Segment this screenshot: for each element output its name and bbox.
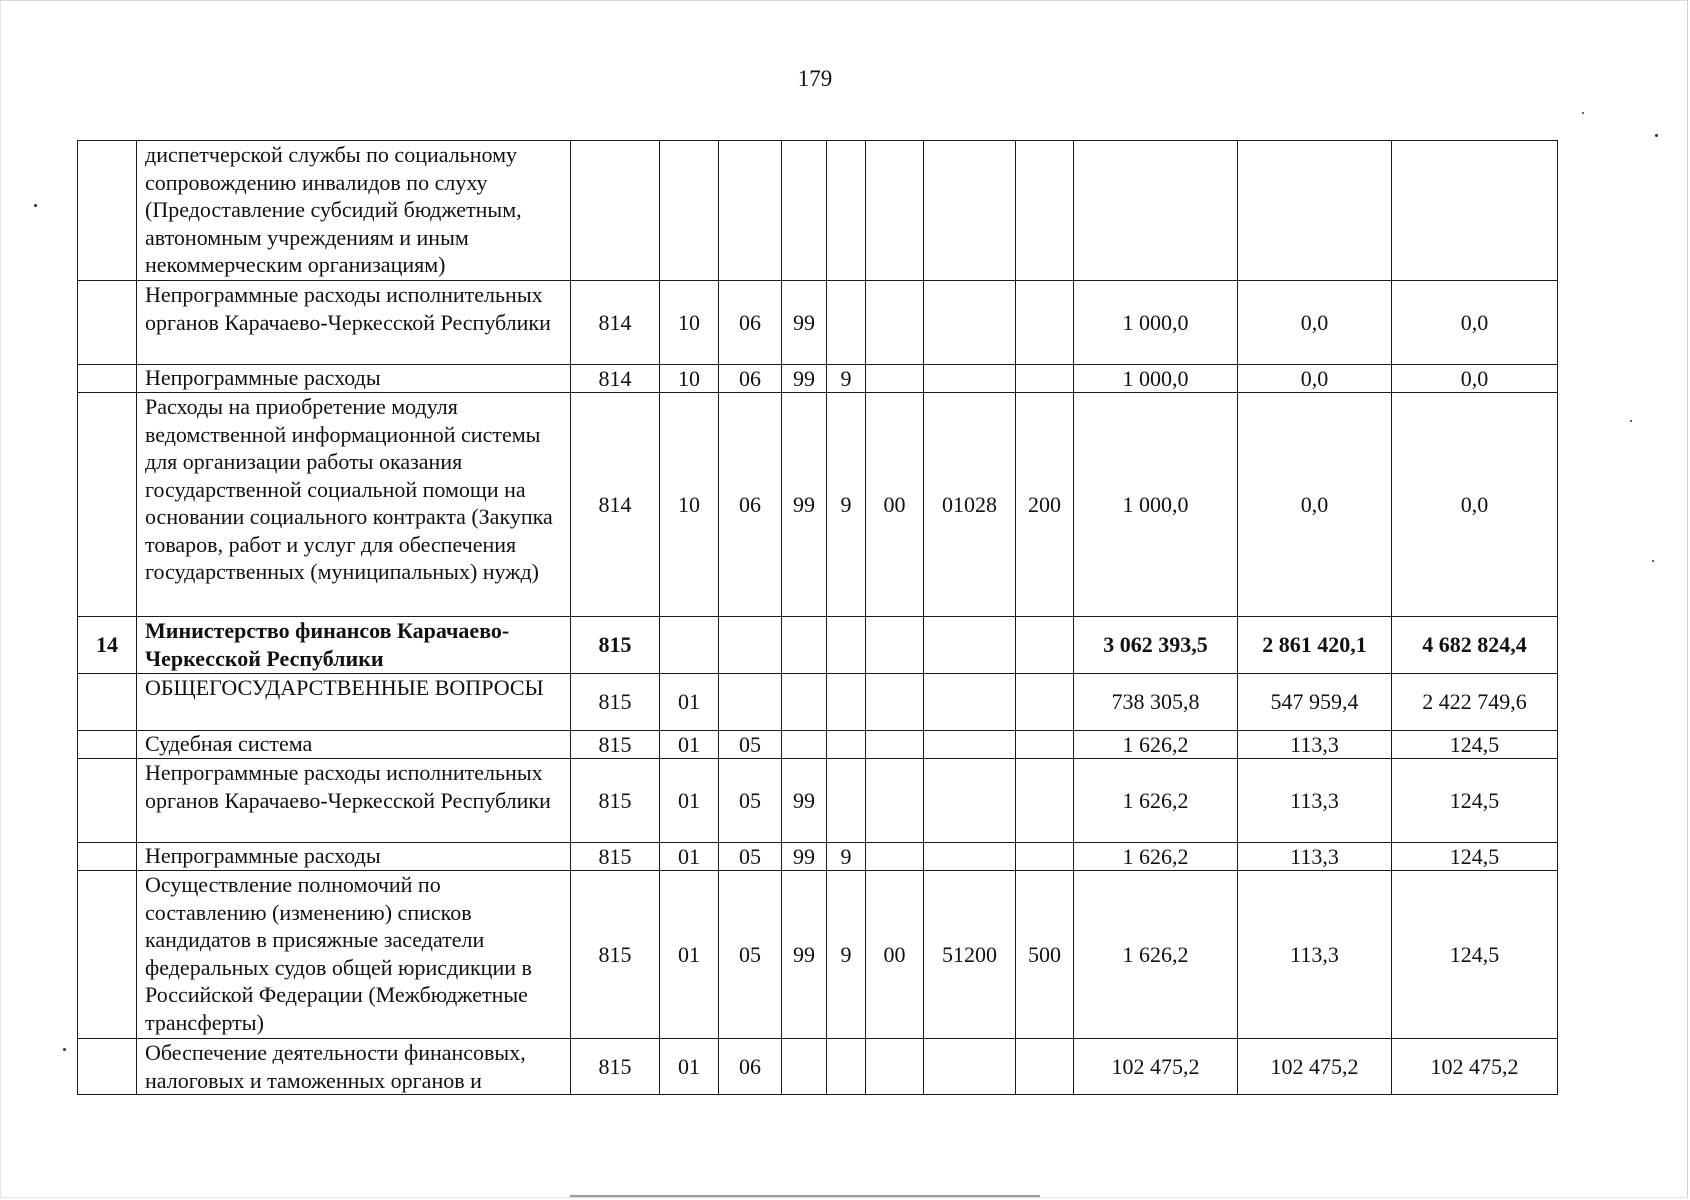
amount-year-2: 113,3 [1238, 843, 1392, 871]
amount-year-3: 124,5 [1392, 871, 1558, 1039]
amount-year-2: 102 475,2 [1238, 1039, 1392, 1095]
target-code-1: 99 [782, 281, 827, 365]
amount-year-3: 102 475,2 [1392, 1039, 1558, 1095]
amount-year-2: 0,0 [1238, 281, 1392, 365]
section-code: 01 [660, 731, 719, 759]
amount-year-3: 0,0 [1392, 281, 1558, 365]
target-code-1 [782, 617, 827, 674]
row-number [78, 1039, 137, 1095]
target-code-2: 9 [827, 871, 866, 1039]
section-code: 01 [660, 843, 719, 871]
amount-year-2: 113,3 [1238, 759, 1392, 843]
target-code-1: 99 [782, 365, 827, 393]
target-code-2 [827, 759, 866, 843]
target-code-4 [924, 1039, 1016, 1095]
row-number [78, 281, 137, 365]
row-name: Министерство финансов Карачаево-Черкесской Республики [137, 617, 571, 674]
ved-code: 815 [571, 759, 660, 843]
target-code-3 [866, 731, 924, 759]
target-code-1: 99 [782, 393, 827, 617]
table-row [78, 759, 1558, 843]
target-code-4 [924, 617, 1016, 674]
subsection-code: 05 [719, 759, 782, 843]
section-code: 01 [660, 871, 719, 1039]
amount-year-1: 102 475,2 [1074, 1039, 1238, 1095]
expense-type-code [1016, 759, 1074, 843]
row-name: ОБЩЕГОСУДАРСТВЕННЫЕ ВОПРОСЫ [137, 674, 571, 731]
subsection-code: 06 [719, 281, 782, 365]
target-code-2: 9 [827, 843, 866, 871]
target-code-1 [782, 141, 827, 281]
section-code: 10 [660, 365, 719, 393]
expense-type-code: 200 [1016, 393, 1074, 617]
amount-year-1: 1 000,0 [1074, 365, 1238, 393]
table-row [78, 365, 1558, 393]
ved-code: 814 [571, 365, 660, 393]
subsection-code [719, 617, 782, 674]
target-code-1: 99 [782, 759, 827, 843]
scan-speck [1652, 560, 1654, 562]
table-row [78, 731, 1558, 759]
section-code: 01 [660, 759, 719, 843]
amount-year-3: 4 682 824,4 [1392, 617, 1558, 674]
expense-type-code [1016, 141, 1074, 281]
ved-code: 815 [571, 617, 660, 674]
scan-speck [1655, 134, 1658, 137]
ved-code [571, 141, 660, 281]
target-code-4 [924, 141, 1016, 281]
section-code: 01 [660, 1039, 719, 1095]
target-code-1: 99 [782, 843, 827, 871]
amount-year-3: 0,0 [1392, 365, 1558, 393]
row-name: Судебная система [137, 731, 571, 759]
row-number [78, 393, 137, 617]
target-code-1 [782, 674, 827, 731]
row-number [78, 843, 137, 871]
scan-speck [1630, 420, 1632, 422]
target-code-3 [866, 281, 924, 365]
ved-code: 815 [571, 871, 660, 1039]
scan-edge-line [570, 1195, 1040, 1197]
amount-year-1: 1 626,2 [1074, 871, 1238, 1039]
subsection-code: 06 [719, 365, 782, 393]
target-code-4 [924, 674, 1016, 731]
target-code-3: 00 [866, 871, 924, 1039]
section-code: 01 [660, 674, 719, 731]
target-code-3 [866, 1039, 924, 1095]
row-name: Непрограммные расходы исполнительных органов Карачаево-Черкесской Республики [137, 281, 571, 365]
ved-code: 815 [571, 674, 660, 731]
row-number [78, 674, 137, 731]
expense-type-code [1016, 281, 1074, 365]
amount-year-2: 113,3 [1238, 731, 1392, 759]
amount-year-3 [1392, 141, 1558, 281]
section-code: 10 [660, 393, 719, 617]
ved-code: 814 [571, 393, 660, 617]
target-code-4 [924, 843, 1016, 871]
expense-type-code: 500 [1016, 871, 1074, 1039]
target-code-4 [924, 759, 1016, 843]
row-number [78, 365, 137, 393]
section-code: 10 [660, 281, 719, 365]
target-code-3 [866, 365, 924, 393]
subsection-code [719, 141, 782, 281]
amount-year-2: 0,0 [1238, 393, 1392, 617]
row-name: диспетчерской службы по социальному сопровождению инвалидов по слуху (Предоставление субсидий бюджетным, автономным учреждениям и иным некоммерческим организациям) [137, 141, 571, 281]
expense-type-code [1016, 674, 1074, 731]
subsection-code: 06 [719, 393, 782, 617]
amount-year-3: 124,5 [1392, 731, 1558, 759]
target-code-3 [866, 843, 924, 871]
row-name: Расходы на приобретение модуля ведомственной информационной системы для организации работы оказания государственной социальной помощи на основании социального контракта (Закупка товаров, работ и услуг для обеспечения государственных (муниципальных) нужд) [137, 393, 571, 617]
ved-code: 815 [571, 731, 660, 759]
subsection-code [719, 674, 782, 731]
target-code-2 [827, 281, 866, 365]
amount-year-1: 3 062 393,5 [1074, 617, 1238, 674]
target-code-1 [782, 731, 827, 759]
ved-code: 815 [571, 843, 660, 871]
target-code-1 [782, 1039, 827, 1095]
target-code-4: 01028 [924, 393, 1016, 617]
amount-year-1 [1074, 141, 1238, 281]
ved-code: 814 [571, 281, 660, 365]
target-code-3: 00 [866, 393, 924, 617]
table-row [78, 393, 1558, 617]
amount-year-1: 1 000,0 [1074, 281, 1238, 365]
amount-year-3: 2 422 749,6 [1392, 674, 1558, 731]
section-code [660, 617, 719, 674]
amount-year-2: 2 861 420,1 [1238, 617, 1392, 674]
target-code-3 [866, 759, 924, 843]
target-code-4: 51200 [924, 871, 1016, 1039]
expense-type-code [1016, 843, 1074, 871]
target-code-2: 9 [827, 393, 866, 617]
row-name: Непрограммные расходы исполнительных органов Карачаево-Черкесской Республики [137, 759, 571, 843]
table-row [78, 617, 1558, 674]
subsection-code: 05 [719, 871, 782, 1039]
target-code-3 [866, 141, 924, 281]
target-code-3 [866, 617, 924, 674]
row-number: 14 [78, 617, 137, 674]
target-code-4 [924, 731, 1016, 759]
row-number [78, 731, 137, 759]
amount-year-3: 124,5 [1392, 759, 1558, 843]
subsection-code: 06 [719, 1039, 782, 1095]
target-code-2 [827, 674, 866, 731]
scan-speck [34, 204, 37, 207]
subsection-code: 05 [719, 843, 782, 871]
amount-year-3: 124,5 [1392, 843, 1558, 871]
amount-year-1: 1 626,2 [1074, 843, 1238, 871]
target-code-1: 99 [782, 871, 827, 1039]
amount-year-2: 547 959,4 [1238, 674, 1392, 731]
amount-year-1: 1 000,0 [1074, 393, 1238, 617]
expense-type-code [1016, 731, 1074, 759]
row-number [78, 141, 137, 281]
target-code-2 [827, 731, 866, 759]
target-code-2: 9 [827, 365, 866, 393]
amount-year-2: 113,3 [1238, 871, 1392, 1039]
section-code [660, 141, 719, 281]
amount-year-3: 0,0 [1392, 393, 1558, 617]
expense-type-code [1016, 1039, 1074, 1095]
target-code-4 [924, 281, 1016, 365]
scan-speck [1582, 112, 1584, 114]
row-number [78, 871, 137, 1039]
table-row [78, 141, 1558, 281]
target-code-3 [866, 674, 924, 731]
scan-speck [63, 1048, 66, 1051]
row-number [78, 759, 137, 843]
table-row [78, 1039, 1558, 1095]
row-name: Осуществление полномочий по составлению (изменению) списков кандидатов в присяжные заседатели федеральных судов общей юрисдикции в Российской Федерации (Межбюджетные трансферты) [137, 871, 571, 1039]
row-name: Непрограммные расходы [137, 365, 571, 393]
ved-code: 815 [571, 1039, 660, 1095]
table-row [78, 281, 1558, 365]
row-name: Непрограммные расходы [137, 843, 571, 871]
amount-year-2: 0,0 [1238, 365, 1392, 393]
row-name: Обеспечение деятельности финансовых, налоговых и таможенных органов и [137, 1039, 571, 1095]
amount-year-1: 738 305,8 [1074, 674, 1238, 731]
target-code-2 [827, 617, 866, 674]
amount-year-1: 1 626,2 [1074, 759, 1238, 843]
target-code-2 [827, 1039, 866, 1095]
target-code-2 [827, 141, 866, 281]
expense-type-code [1016, 617, 1074, 674]
amount-year-2 [1238, 141, 1392, 281]
expense-type-code [1016, 365, 1074, 393]
table-row [78, 843, 1558, 871]
subsection-code: 05 [719, 731, 782, 759]
target-code-4 [924, 365, 1016, 393]
budget-table [77, 140, 1558, 1095]
table-row [78, 871, 1558, 1039]
table-row [78, 674, 1558, 731]
page-number: 179 [797, 66, 833, 91]
amount-year-1: 1 626,2 [1074, 731, 1238, 759]
